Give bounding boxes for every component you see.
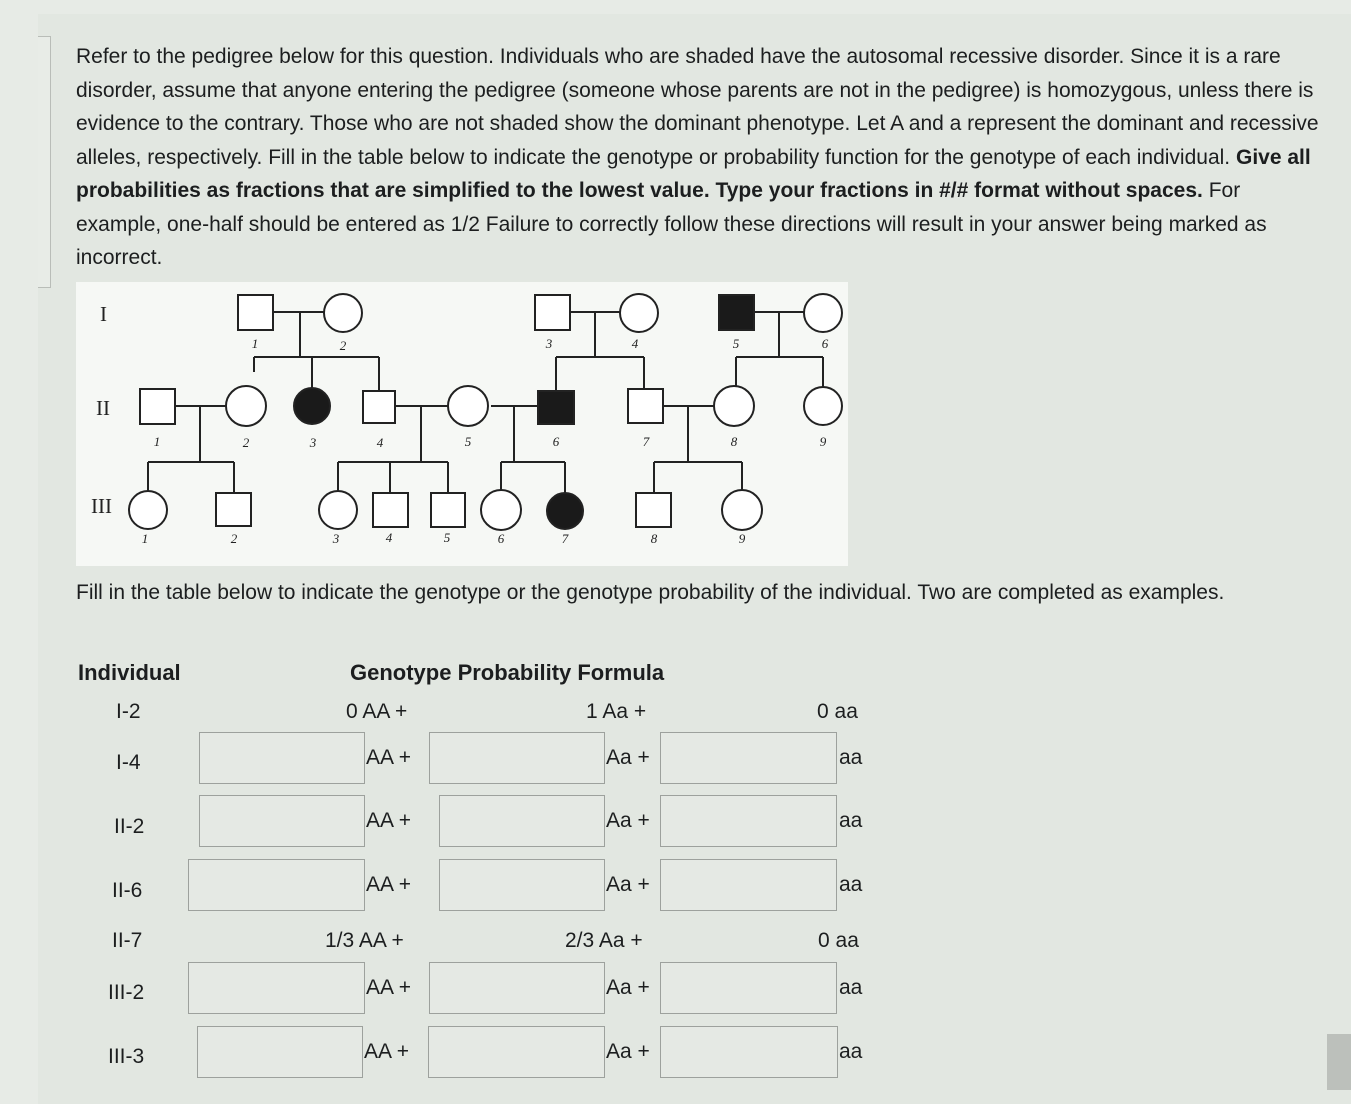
pedigree-female-II-8 — [714, 386, 754, 426]
row-label-II-6: II-6 — [112, 879, 143, 902]
example-aa-II-7: 0 aa — [818, 929, 859, 952]
num-III-7: 7 — [561, 531, 569, 546]
aa-label-II-2: aa — [839, 809, 863, 832]
aa-label-III-3: aa — [839, 1040, 863, 1063]
num-I-4: 4 — [631, 336, 639, 351]
num-II-8: 8 — [730, 434, 738, 449]
input-aa-I-4[interactable] — [660, 732, 837, 784]
Aa-label-I-4: Aa + — [606, 746, 650, 769]
scroll-handle[interactable] — [1327, 1034, 1351, 1090]
AA-label-III-2: AA + — [366, 976, 411, 999]
gen-label-I: I — [100, 302, 107, 326]
row-label-III-3: III-3 — [108, 1045, 145, 1068]
input-Aa-III-2[interactable] — [429, 962, 605, 1014]
pedigree-female-III-9 — [722, 490, 762, 530]
pedigree-male-II-4 — [363, 391, 395, 423]
intro-text-end: For example, one-half should be entered as 1/2 Failure to correctly follow these directions will result in your answer being marked as incorrect. — [76, 179, 1267, 269]
num-II-3: 3 — [309, 435, 317, 450]
input-AA-II-6[interactable] — [188, 859, 365, 911]
pedigree-female-I-6 — [804, 294, 842, 332]
num-III-6: 6 — [497, 531, 505, 546]
row-label-I-4: I-4 — [116, 751, 141, 774]
pedigree-female-II-2 — [226, 386, 266, 426]
pedigree-male-III-8 — [636, 493, 671, 527]
num-II-2: 2 — [242, 435, 250, 450]
num-I-2: 2 — [339, 338, 347, 353]
pedigree-male-I-3 — [535, 295, 570, 330]
num-II-5: 5 — [464, 434, 472, 449]
aa-label-II-6: aa — [839, 873, 863, 896]
num-II-6: 6 — [552, 434, 560, 449]
row-label-I-2: I-2 — [116, 700, 141, 723]
pedigree-male-I-5-affected — [719, 295, 754, 330]
pedigree-male-II-1 — [140, 389, 175, 424]
left-edge-tab — [38, 36, 51, 288]
pedigree-male-II-6-affected — [538, 391, 574, 424]
pedigree-chart — [76, 282, 848, 566]
num-II-9: 9 — [819, 434, 827, 449]
pedigree-female-III-7-affected — [547, 493, 583, 529]
input-aa-II-2[interactable] — [660, 795, 837, 847]
input-aa-III-2[interactable] — [660, 962, 837, 1014]
pedigree-male-III-5 — [431, 493, 465, 527]
num-III-4: 4 — [385, 530, 393, 545]
num-II-7: 7 — [642, 434, 650, 449]
input-Aa-III-3[interactable] — [428, 1026, 605, 1078]
pedigree-female-II-5 — [448, 386, 488, 426]
gen-label-II: II — [96, 396, 110, 420]
example-Aa-II-7: 2/3 Aa + — [565, 929, 643, 952]
Aa-label-III-3: Aa + — [606, 1040, 650, 1063]
num-II-1: 1 — [153, 434, 161, 449]
input-Aa-II-2[interactable] — [439, 795, 605, 847]
intro-text: Refer to the pedigree below for this question. Individuals who are shaded have the autosomal recessive disorder. Since it is a rare disorder, assume that anyone entering the pedigree (someone whose parents are not in the pedigree) is homozygous, unless there is evidence to the contrary. Those who are not shaded show the dominant phenotype. Let A and a represent the dominant and recessive alleles, respectively. Fill in the table below to indicate the genotype or probability function for the genotype of each individual. — [76, 45, 1319, 169]
input-aa-III-3[interactable] — [660, 1026, 838, 1078]
row-label-II-2: II-2 — [114, 815, 145, 838]
AA-label-III-3: AA + — [364, 1040, 409, 1063]
pedigree-male-II-7 — [628, 389, 663, 423]
pedigree-female-III-1 — [129, 491, 167, 529]
num-I-1: 1 — [251, 336, 259, 351]
input-Aa-I-4[interactable] — [429, 732, 605, 784]
input-Aa-II-6[interactable] — [439, 859, 605, 911]
Aa-label-II-2: Aa + — [606, 809, 650, 832]
aa-label-I-4: aa — [839, 746, 863, 769]
Aa-label-III-2: Aa + — [606, 976, 650, 999]
AA-label-I-4: AA + — [366, 746, 411, 769]
num-I-6: 6 — [821, 336, 829, 351]
aa-label-III-2: aa — [839, 976, 863, 999]
input-aa-II-6[interactable] — [660, 859, 837, 911]
num-I-3: 3 — [545, 336, 553, 351]
AA-label-II-2: AA + — [366, 809, 411, 832]
pedigree-female-III-3 — [319, 491, 357, 529]
pedigree-female-I-4 — [620, 294, 658, 332]
num-III-9: 9 — [738, 531, 746, 546]
column-header-formula: Genotype Probability Formula — [350, 660, 665, 685]
column-header-individual: Individual — [78, 660, 181, 685]
table-instructions: Fill in the table below to indicate the genotype or the genotype probability of the individual. Two are completed as examples. — [76, 581, 1225, 604]
pedigree-female-II-3-affected — [294, 388, 330, 424]
pedigree-diagram — [76, 282, 848, 566]
pedigree-female-I-2 — [324, 294, 362, 332]
row-label-III-2: III-2 — [108, 981, 145, 1004]
num-III-3: 3 — [332, 531, 340, 546]
input-AA-II-2[interactable] — [199, 795, 365, 847]
pedigree-male-I-1 — [238, 295, 273, 330]
intro-bold-text: Give all probabilities as fractions that are simplified to the lowest value. Type your fractions in #/# format without spaces. — [76, 145, 1311, 202]
row-label-II-7: II-7 — [112, 929, 143, 952]
num-III-2: 2 — [230, 531, 238, 546]
pedigree-female-II-9 — [804, 387, 842, 425]
Aa-label-II-6: Aa + — [606, 873, 650, 896]
example-Aa-I-2: 1 Aa + — [586, 700, 647, 723]
example-AA-II-7: 1/3 AA + — [325, 929, 404, 952]
input-AA-III-3[interactable] — [197, 1026, 363, 1078]
question-text — [76, 40, 1326, 275]
num-III-1: 1 — [141, 531, 149, 546]
pedigree-female-III-6 — [481, 490, 521, 530]
input-AA-I-4[interactable] — [199, 732, 365, 784]
pedigree-male-III-4 — [373, 493, 408, 527]
num-III-5: 5 — [443, 530, 451, 545]
input-AA-III-2[interactable] — [188, 962, 365, 1014]
AA-label-II-6: AA + — [366, 873, 411, 896]
num-I-5: 5 — [732, 336, 740, 351]
gen-label-III: III — [91, 494, 112, 518]
example-aa-I-2: 0 aa — [817, 700, 858, 723]
num-II-4: 4 — [376, 435, 384, 450]
example-AA-I-2: 0 AA + — [346, 700, 408, 723]
num-III-8: 8 — [650, 531, 658, 546]
pedigree-male-III-2 — [216, 493, 251, 526]
